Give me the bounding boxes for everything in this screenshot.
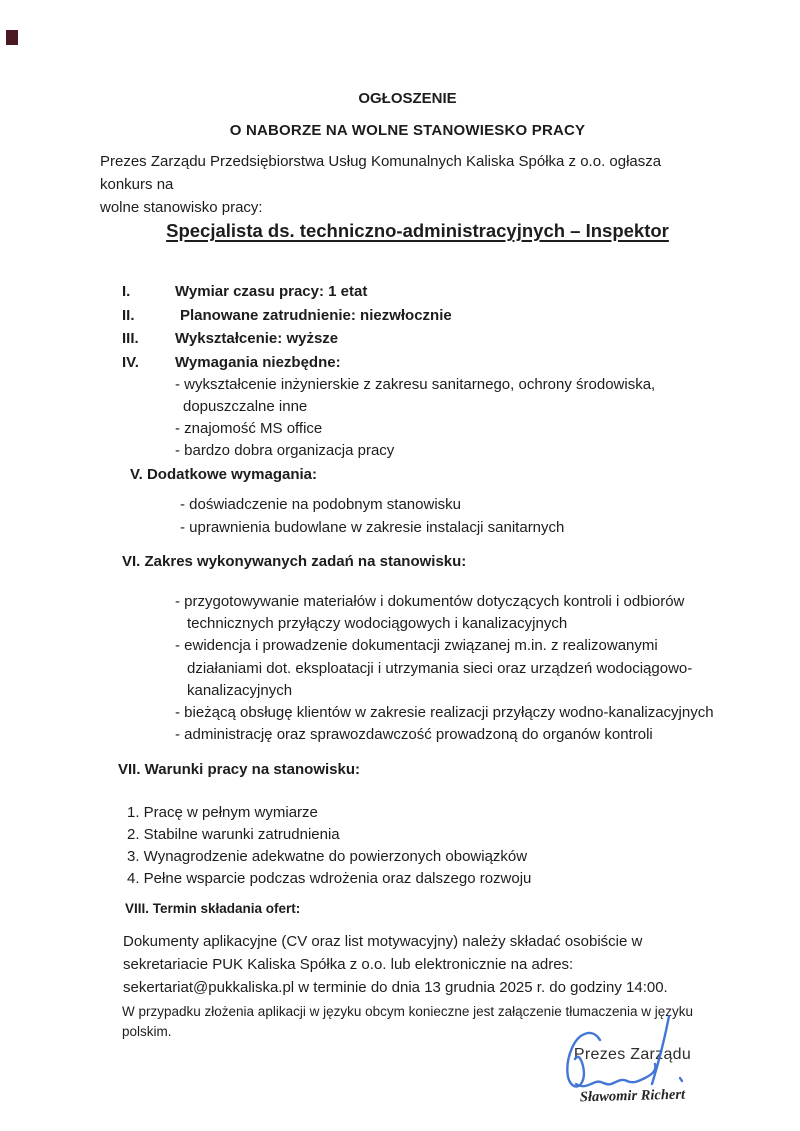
signer-role: Prezes Zarządu <box>573 1046 692 1063</box>
roman-text-4: Wymagania niezbędne: <box>175 353 341 371</box>
required-line-4: - bardzo dobra organizacja pracy <box>175 442 395 459</box>
application-line-2: sekretariacie PUK Kaliska Spółka z o.o. lub elektronicznie na adres: <box>123 955 574 973</box>
application-instructions <box>123 930 715 1000</box>
position-title: Specjalista ds. techniczno-administracyjnych – Inspektor <box>166 220 669 241</box>
application-line-1: Dokumenty aplikacyjne (CV oraz list motywacyjny) należy składać osobiście w <box>123 932 643 950</box>
section-6-line-7: - administrację oraz sprawozdawczość prowadzoną do organów kontroli <box>175 726 653 744</box>
section-6-heading: VI. Zakres wykonywanych zadań na stanowisku: <box>122 553 467 570</box>
document-title: OGŁOSZENIE <box>358 90 457 107</box>
section-6-line-3: - ewidencja i prowadzenie dokumentacji związanej m.in. z realizowanymi <box>175 637 658 655</box>
roman-item-4 <box>100 351 715 375</box>
scan-artifact-mark <box>6 30 18 45</box>
document-content <box>0 91 800 1042</box>
required-qualifications-list <box>175 374 715 462</box>
roman-text-3: Wykształcenie: wyższe <box>175 330 339 347</box>
roman-numeral-2: II. <box>122 306 135 324</box>
language-note-line-2: polskim. <box>122 1024 172 1040</box>
roman-item-2 <box>100 304 715 328</box>
intro-paragraph <box>100 150 715 219</box>
roman-item-3 <box>100 327 715 351</box>
section-5-item-2: - uprawnienia budowlane w zakresie instalacji sanitarnych <box>180 519 565 536</box>
document-subtitle: O NABORZE NA WOLNE STANOWIESKO PRACY <box>229 122 586 139</box>
section-6-line-4: działaniami dot. eksploatacji i utrzymania sieci oraz urządzeń wodociągowo- <box>187 659 693 677</box>
section-5-item-1: - doświadczenie na podobnym stanowisku <box>180 496 461 513</box>
section-6-line-5: kanalizacyjnych <box>187 681 293 699</box>
application-line-3: sekertariat@pukkaliska.pl w terminie do dnia 13 grudnia 2025 r. do godziny 14:00. <box>123 979 668 997</box>
required-line-3: - znajomość MS office <box>175 420 323 437</box>
roman-numeral-3: III. <box>122 330 139 347</box>
intro-line-2: wolne stanowisko pracy: <box>100 199 263 216</box>
roman-numeral-1: I. <box>122 283 131 300</box>
section-5-heading: V. Dodatkowe wymagania: <box>130 466 318 483</box>
section-7-item-1: 1. Pracę w pełnym wymiarze <box>127 804 318 822</box>
section-7-heading: VII. Warunki pracy na stanowisku: <box>118 761 361 779</box>
section-7-item-3: 3. Wynagrodzenie adekwatne do powierzonych obowiązków <box>127 848 528 866</box>
signer-name: Sławomir Richert <box>579 1086 686 1106</box>
roman-text-1: Wymiar czasu pracy: 1 etat <box>175 283 368 300</box>
section-7-item-2: 2. Stabilne warunki zatrudnienia <box>127 826 340 844</box>
section-6-line-1: - przygotowywanie materiałów i dokumentów dotyczących kontroli i odbiorów <box>175 593 685 610</box>
section-6-line-2: technicznych przyłączy wodociągowych i kanalizacyjnych <box>187 615 568 633</box>
signature-block <box>545 1008 720 1120</box>
required-line-2: dopuszczalne inne <box>183 398 308 415</box>
section-6-list <box>175 591 715 746</box>
section-7-item-4: 4. Pełne wsparcie podczas wdrożenia oraz dalszego rozwoju <box>127 869 532 887</box>
roman-list <box>100 280 715 374</box>
required-line-1: - wykształcenie inżynierskie z zakresu sanitarnego, ochrony środowiska, <box>175 376 656 393</box>
roman-item-1 <box>100 280 715 304</box>
roman-numeral-4: IV. <box>122 353 139 371</box>
section-7-list <box>127 802 715 889</box>
intro-line-1: Prezes Zarządu Przedsiębiorstwa Usług Komunalnych Kaliska Spółka z o.o. ogłasza konkurs na <box>100 153 662 193</box>
section-6-line-6: - bieżącą obsługę klientów w zakresie realizacji przyłączy wodno-kanalizacyjnych <box>175 704 714 722</box>
section-5-list <box>180 493 715 539</box>
section-8-heading: VIII. Termin składania ofert: <box>125 900 301 916</box>
language-note-line-1: W przypadku złożenia aplikacji w języku obcym konieczne jest załączenie tłumaczenia w języku <box>122 1004 694 1020</box>
roman-text-2: Planowane zatrudnienie: niezwłocznie <box>180 306 452 324</box>
